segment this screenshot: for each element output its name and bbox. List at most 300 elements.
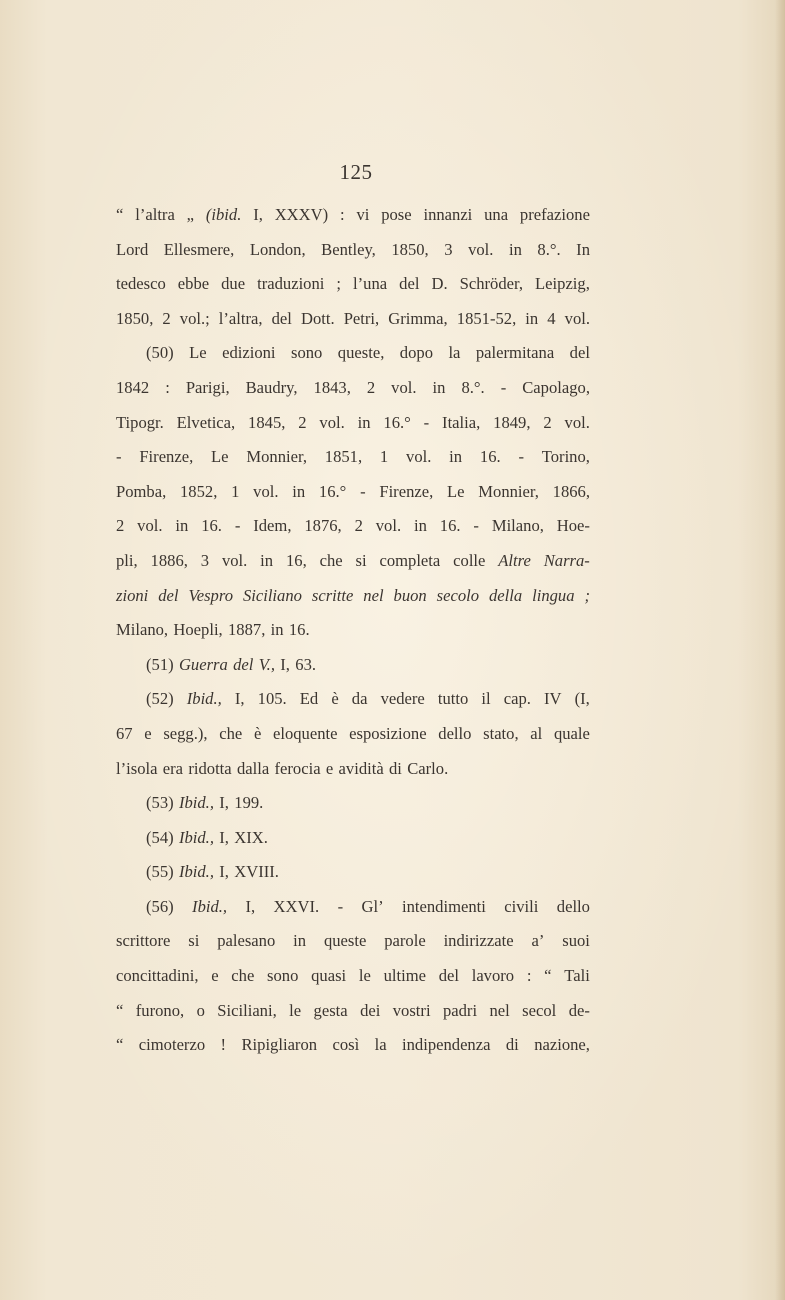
text: In	[576, 239, 590, 259]
italic-text: scritte	[311, 585, 354, 605]
word	[438, 717, 471, 752]
word	[173, 613, 222, 648]
text: 16.°	[318, 481, 347, 501]
word	[222, 544, 247, 579]
text: 199.	[234, 793, 264, 813]
text: Tali	[564, 966, 590, 986]
text: dello	[438, 723, 472, 743]
word	[442, 406, 480, 441]
word	[489, 579, 522, 614]
text-line	[116, 959, 590, 994]
word	[275, 752, 321, 787]
word	[219, 302, 263, 337]
word	[402, 1028, 490, 1063]
text: 63.	[295, 654, 317, 674]
word	[250, 233, 306, 268]
italic-text: secolo	[436, 585, 480, 605]
text: vol.	[406, 447, 432, 467]
text: palesano	[217, 931, 276, 951]
word	[116, 440, 122, 475]
text: 8.°.	[537, 239, 561, 259]
text: in	[449, 447, 463, 467]
word	[146, 682, 174, 717]
text: Le	[211, 447, 229, 467]
page-number: 125	[339, 160, 373, 184]
text: queste,	[337, 343, 385, 363]
word	[424, 406, 430, 441]
word	[544, 959, 551, 994]
text: sono	[267, 966, 299, 986]
text: 4	[547, 308, 556, 328]
word	[201, 509, 222, 544]
word	[116, 994, 123, 1029]
text: Gl’	[361, 896, 384, 916]
word	[439, 959, 459, 994]
word	[246, 440, 307, 475]
text: palermitana	[475, 343, 555, 363]
italic-text: Guerra	[178, 654, 228, 674]
word	[542, 440, 590, 475]
text-line	[116, 752, 590, 787]
word	[188, 924, 199, 959]
word	[248, 406, 285, 441]
word	[300, 682, 318, 717]
word	[321, 233, 376, 268]
text: 3	[444, 239, 453, 259]
text: I,	[245, 896, 256, 916]
word	[186, 371, 230, 406]
word	[504, 890, 538, 925]
text: di	[505, 1035, 519, 1055]
word	[314, 371, 351, 406]
text: Tipogr.	[116, 412, 164, 432]
word	[358, 406, 371, 441]
text: D.	[431, 274, 448, 294]
word	[146, 855, 174, 890]
word	[217, 994, 276, 1029]
text: si	[355, 550, 367, 570]
text: 1851-52,	[456, 308, 517, 328]
text: edizioni	[222, 343, 276, 363]
word	[311, 959, 346, 994]
word	[298, 406, 306, 441]
text: 16.	[201, 516, 222, 536]
word	[237, 752, 269, 787]
text: 1876,	[304, 516, 342, 536]
text: Idem,	[253, 516, 292, 536]
text: (52)	[146, 689, 174, 709]
text: Bentley,	[321, 239, 376, 259]
text: 2	[116, 516, 125, 536]
text: 8.°.	[461, 377, 485, 397]
text: pli,	[116, 550, 138, 570]
word	[530, 717, 542, 752]
text: Monnier,	[478, 481, 539, 501]
text: “	[116, 205, 124, 224]
text: pose	[381, 205, 412, 224]
word	[201, 544, 209, 579]
text: è	[331, 689, 339, 709]
word	[188, 579, 233, 614]
word	[448, 336, 460, 371]
word	[544, 544, 590, 579]
text: Hoe-	[556, 516, 590, 536]
word	[324, 924, 366, 959]
word	[139, 1028, 205, 1063]
text-line	[116, 233, 590, 268]
word	[339, 752, 384, 787]
text: 1	[231, 481, 240, 501]
word	[295, 648, 316, 683]
word	[211, 959, 218, 994]
text-line	[116, 336, 590, 371]
text: ultime	[383, 966, 426, 986]
text: intendimenti	[402, 896, 486, 916]
text: sono	[290, 343, 323, 363]
word	[197, 994, 205, 1029]
text: l’altra	[135, 205, 175, 224]
word	[206, 198, 242, 233]
text: innanzi	[423, 205, 473, 224]
word	[501, 371, 507, 406]
italic-text: della	[488, 585, 523, 605]
word	[116, 924, 170, 959]
text: Milano,	[491, 516, 544, 536]
word	[391, 371, 416, 406]
text: in	[260, 550, 274, 570]
italic-text: buon	[393, 585, 427, 605]
word	[178, 267, 209, 302]
word	[438, 682, 468, 717]
text: del	[399, 274, 420, 294]
word	[569, 994, 590, 1029]
word	[146, 786, 174, 821]
text: Le	[189, 343, 207, 363]
word	[211, 440, 229, 475]
word	[254, 717, 261, 752]
text: da	[351, 689, 368, 709]
text: -	[360, 481, 366, 501]
word	[243, 579, 302, 614]
text: XIX.	[234, 827, 268, 847]
word	[522, 994, 556, 1029]
text: 1843,	[313, 377, 351, 397]
text: -	[423, 412, 430, 432]
italic-text: Ibid.,	[178, 862, 214, 882]
text: de-	[568, 1000, 590, 1020]
word	[344, 302, 380, 337]
text: -	[337, 896, 344, 916]
text: in	[508, 239, 522, 259]
word	[136, 994, 184, 1029]
text: o	[196, 1000, 205, 1020]
word	[391, 233, 428, 268]
text: Hoepli,	[173, 620, 223, 640]
word	[554, 717, 590, 752]
word	[219, 786, 229, 821]
italic-text: nel	[363, 585, 384, 605]
word	[444, 924, 514, 959]
text: quale	[553, 723, 590, 743]
word	[478, 475, 539, 510]
text: „	[186, 205, 195, 224]
italic-text: del	[158, 585, 179, 605]
word	[179, 648, 228, 683]
text: (54)	[146, 827, 174, 847]
text: (56)	[146, 896, 174, 916]
word	[532, 579, 574, 614]
word	[180, 302, 210, 337]
text: dei	[360, 1000, 381, 1020]
text-line	[116, 717, 590, 752]
text: vol.	[564, 308, 590, 328]
text-line	[116, 267, 590, 302]
italic-text: Ibid.,	[178, 793, 214, 813]
word	[144, 717, 151, 752]
text: dalla	[236, 758, 270, 778]
word	[383, 406, 410, 441]
text: si	[188, 931, 200, 951]
word	[179, 786, 214, 821]
word	[531, 924, 544, 959]
text-line	[116, 890, 590, 925]
word	[349, 717, 426, 752]
word	[522, 371, 590, 406]
text: London,	[249, 239, 306, 259]
text: è	[253, 723, 262, 743]
italic-text: Vespro	[188, 585, 233, 605]
word	[314, 994, 348, 1029]
word	[543, 406, 551, 441]
word	[525, 302, 538, 337]
word	[319, 406, 344, 441]
text: I,	[253, 205, 263, 224]
word	[259, 648, 275, 683]
text: concittadini,	[116, 966, 199, 986]
text: 16.°	[383, 412, 411, 432]
text: esposizione	[349, 723, 427, 743]
word	[116, 509, 124, 544]
word	[562, 924, 590, 959]
italic-text: Narra-	[543, 550, 590, 570]
page-edge-shadow	[775, 0, 785, 1300]
word	[116, 613, 168, 648]
word	[146, 890, 174, 925]
word	[353, 267, 387, 302]
word	[257, 267, 324, 302]
text: IV	[544, 689, 562, 709]
word	[407, 752, 448, 787]
text: Lord	[116, 239, 149, 259]
word	[564, 959, 590, 994]
text: e	[211, 966, 219, 986]
text: 2	[366, 377, 376, 397]
text: vol.	[253, 481, 279, 501]
word	[180, 475, 217, 510]
text: 16,	[285, 550, 307, 570]
word	[271, 613, 284, 648]
text-line	[116, 475, 590, 510]
text: le	[358, 966, 371, 986]
word	[384, 924, 425, 959]
word	[116, 233, 148, 268]
word	[165, 371, 170, 406]
text: l’altra,	[218, 308, 263, 328]
word	[158, 579, 178, 614]
word	[286, 544, 307, 579]
text: Elvetica,	[176, 412, 236, 432]
word	[187, 682, 222, 717]
text: Dott.	[300, 308, 335, 328]
text: 1866,	[552, 481, 590, 501]
word	[506, 1028, 519, 1063]
word	[520, 198, 590, 233]
text: parole	[384, 931, 426, 951]
text: avidità	[338, 758, 384, 778]
text: vol.	[221, 550, 248, 570]
text: 1851,	[324, 447, 363, 467]
word	[437, 579, 479, 614]
italic-text: Ibid.,	[178, 827, 214, 847]
text-line	[116, 544, 590, 579]
text: la	[448, 343, 461, 363]
word	[116, 717, 133, 752]
word	[553, 475, 590, 510]
text: cimoterzo	[138, 1035, 206, 1055]
text: -	[234, 516, 241, 536]
text: I,	[234, 689, 245, 709]
word	[151, 544, 188, 579]
word	[367, 371, 375, 406]
word	[146, 648, 174, 683]
word	[431, 267, 447, 302]
word	[325, 440, 362, 475]
word	[375, 1028, 387, 1063]
word	[355, 509, 363, 544]
text: in	[413, 516, 427, 536]
word	[233, 648, 253, 683]
text: Grimma,	[388, 308, 448, 328]
word	[447, 475, 465, 510]
word	[231, 959, 254, 994]
word	[231, 475, 239, 510]
text: Baudry,	[245, 377, 298, 397]
text: Firenze,	[139, 447, 194, 467]
text: 1887,	[228, 620, 266, 640]
text: completa	[379, 550, 441, 570]
text: indipendenza	[402, 1035, 491, 1055]
word	[163, 717, 207, 752]
text: stato,	[483, 723, 519, 743]
text: -	[518, 447, 524, 467]
word	[537, 233, 560, 268]
word	[116, 198, 123, 233]
word	[253, 198, 263, 233]
text: 1842	[116, 377, 150, 397]
word	[584, 579, 590, 614]
text: 2	[354, 516, 363, 536]
text: (55)	[146, 862, 174, 882]
text: 1850,	[116, 308, 154, 328]
text: 16.	[439, 516, 461, 536]
italic-text: del	[233, 654, 254, 674]
text: eloquente	[272, 723, 338, 743]
italic-text: (ibid.	[205, 205, 242, 224]
word	[433, 371, 446, 406]
word	[289, 613, 310, 648]
word	[331, 682, 338, 717]
text: Italia,	[442, 412, 481, 432]
word	[547, 302, 555, 337]
text: cap.	[503, 689, 531, 709]
word	[320, 544, 343, 579]
text: del	[438, 966, 459, 986]
word	[291, 336, 322, 371]
text: e	[325, 758, 334, 778]
word	[260, 544, 273, 579]
italic-text: ;	[584, 585, 590, 605]
text: che	[219, 723, 243, 743]
word	[235, 509, 241, 544]
word	[116, 544, 138, 579]
text: vol.;	[179, 308, 210, 328]
text: Leipzig,	[535, 274, 590, 294]
word	[376, 509, 401, 544]
word	[221, 267, 245, 302]
word	[116, 267, 166, 302]
text: (53)	[146, 793, 174, 813]
word	[476, 336, 554, 371]
text: XVIII.	[234, 862, 279, 882]
text: indirizzate	[443, 931, 514, 951]
text: vol.	[468, 239, 494, 259]
text: 16.	[288, 620, 310, 640]
italic-text: Altre	[498, 550, 531, 570]
text-line	[116, 406, 590, 441]
word	[381, 198, 411, 233]
word	[570, 336, 590, 371]
word	[360, 994, 380, 1029]
word	[481, 682, 490, 717]
word	[338, 336, 385, 371]
text: :	[165, 377, 170, 397]
word	[219, 855, 229, 890]
word	[253, 475, 278, 510]
text: vol.	[391, 377, 417, 397]
text: vedere	[380, 689, 425, 709]
text-line	[116, 440, 590, 475]
text: il	[481, 689, 491, 709]
word	[338, 890, 344, 925]
word	[406, 440, 431, 475]
word	[116, 406, 164, 441]
text: 2	[162, 308, 171, 328]
text: -	[116, 447, 122, 467]
text: 3	[200, 550, 210, 570]
text: Milano,	[116, 620, 169, 640]
text: nazione,	[534, 1035, 590, 1055]
text: ridotta	[188, 758, 232, 778]
word	[388, 302, 447, 337]
text-line	[116, 924, 590, 959]
text: furono,	[135, 1000, 185, 1020]
word	[245, 890, 255, 925]
word	[356, 544, 367, 579]
word	[489, 994, 509, 1029]
text: I,	[219, 862, 229, 882]
word	[177, 406, 236, 441]
word	[535, 267, 590, 302]
